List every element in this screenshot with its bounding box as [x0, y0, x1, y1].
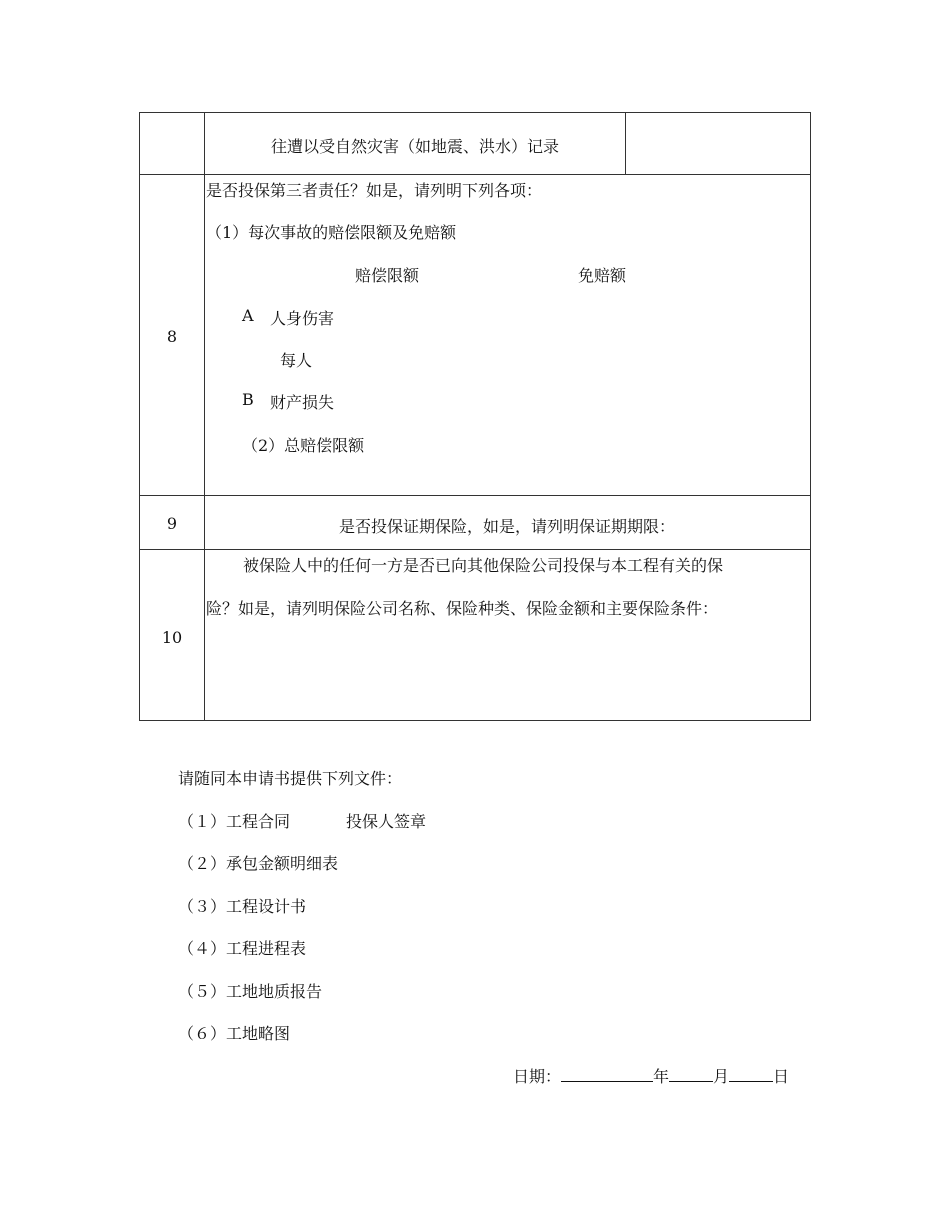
date-day-blank[interactable]	[729, 1065, 773, 1082]
table-col-divider	[204, 112, 205, 721]
per-accident-limit-item: （1）每次事故的赔偿限额及免赔额	[206, 223, 457, 242]
table-row-divider	[139, 549, 811, 550]
date-year-blank[interactable]	[561, 1065, 653, 1082]
table-border-top	[139, 112, 811, 113]
item-b-label: B	[242, 390, 254, 409]
date-day-label: 日	[773, 1067, 790, 1086]
date-year-label: 年	[653, 1067, 670, 1086]
applicant-signature-label: 投保人签章	[346, 812, 427, 831]
deductible-header: 免赔额	[578, 266, 627, 285]
table-border-right	[810, 112, 811, 721]
property-damage-label: 财产损失	[270, 393, 335, 412]
attachment-item: （４）工程进程表	[178, 939, 307, 958]
attachments-heading: 请随同本申请书提供下列文件：	[178, 769, 403, 788]
bodily-injury-label: 人身伤害	[270, 309, 335, 328]
table-border-left	[139, 112, 140, 721]
table-row-divider	[139, 495, 811, 496]
row-number-10: 10	[161, 628, 183, 647]
maintenance-period-question: 是否投保证期保险，如是，请列明保证期期限：	[338, 517, 676, 536]
table-border-bottom	[139, 720, 811, 721]
table-col-divider-short	[625, 112, 626, 175]
attachment-item: （１）工程合同	[178, 812, 291, 831]
other-insurance-question-line2: 险？如是，请列明保险公司名称、保险种类、保险金额和主要保险条件：	[206, 599, 719, 618]
aggregate-limit-item: （2）总赔偿限额	[242, 436, 365, 455]
attachment-item: （２）承包金额明细表	[178, 854, 339, 873]
row-number-8: 8	[166, 327, 178, 346]
other-insurance-question-line1: 被保险人中的任何一方是否已向其他保险公司投保与本工程有关的保	[243, 556, 724, 575]
date-line	[513, 1064, 789, 1087]
third-party-question: 是否投保第三者责任？如是，请列明下列各项：	[206, 181, 543, 200]
row-number-9: 9	[166, 514, 178, 533]
attachment-item: （３）工程设计书	[178, 897, 307, 916]
item-a-label: A	[242, 306, 254, 325]
table-row-divider	[139, 174, 811, 175]
date-month-blank[interactable]	[669, 1065, 713, 1082]
date-month-label: 月	[713, 1067, 730, 1086]
attachment-item: （６）工地略图	[178, 1024, 291, 1043]
date-label: 日期：	[513, 1067, 562, 1086]
indemnity-limit-header: 赔偿限额	[355, 266, 420, 285]
attachment-item: （５）工地地质报告	[178, 982, 323, 1001]
per-person-label: 每人	[280, 351, 313, 370]
natural-disaster-record-label: 往遭以受自然灾害（如地震、洪水）记录	[270, 137, 560, 156]
